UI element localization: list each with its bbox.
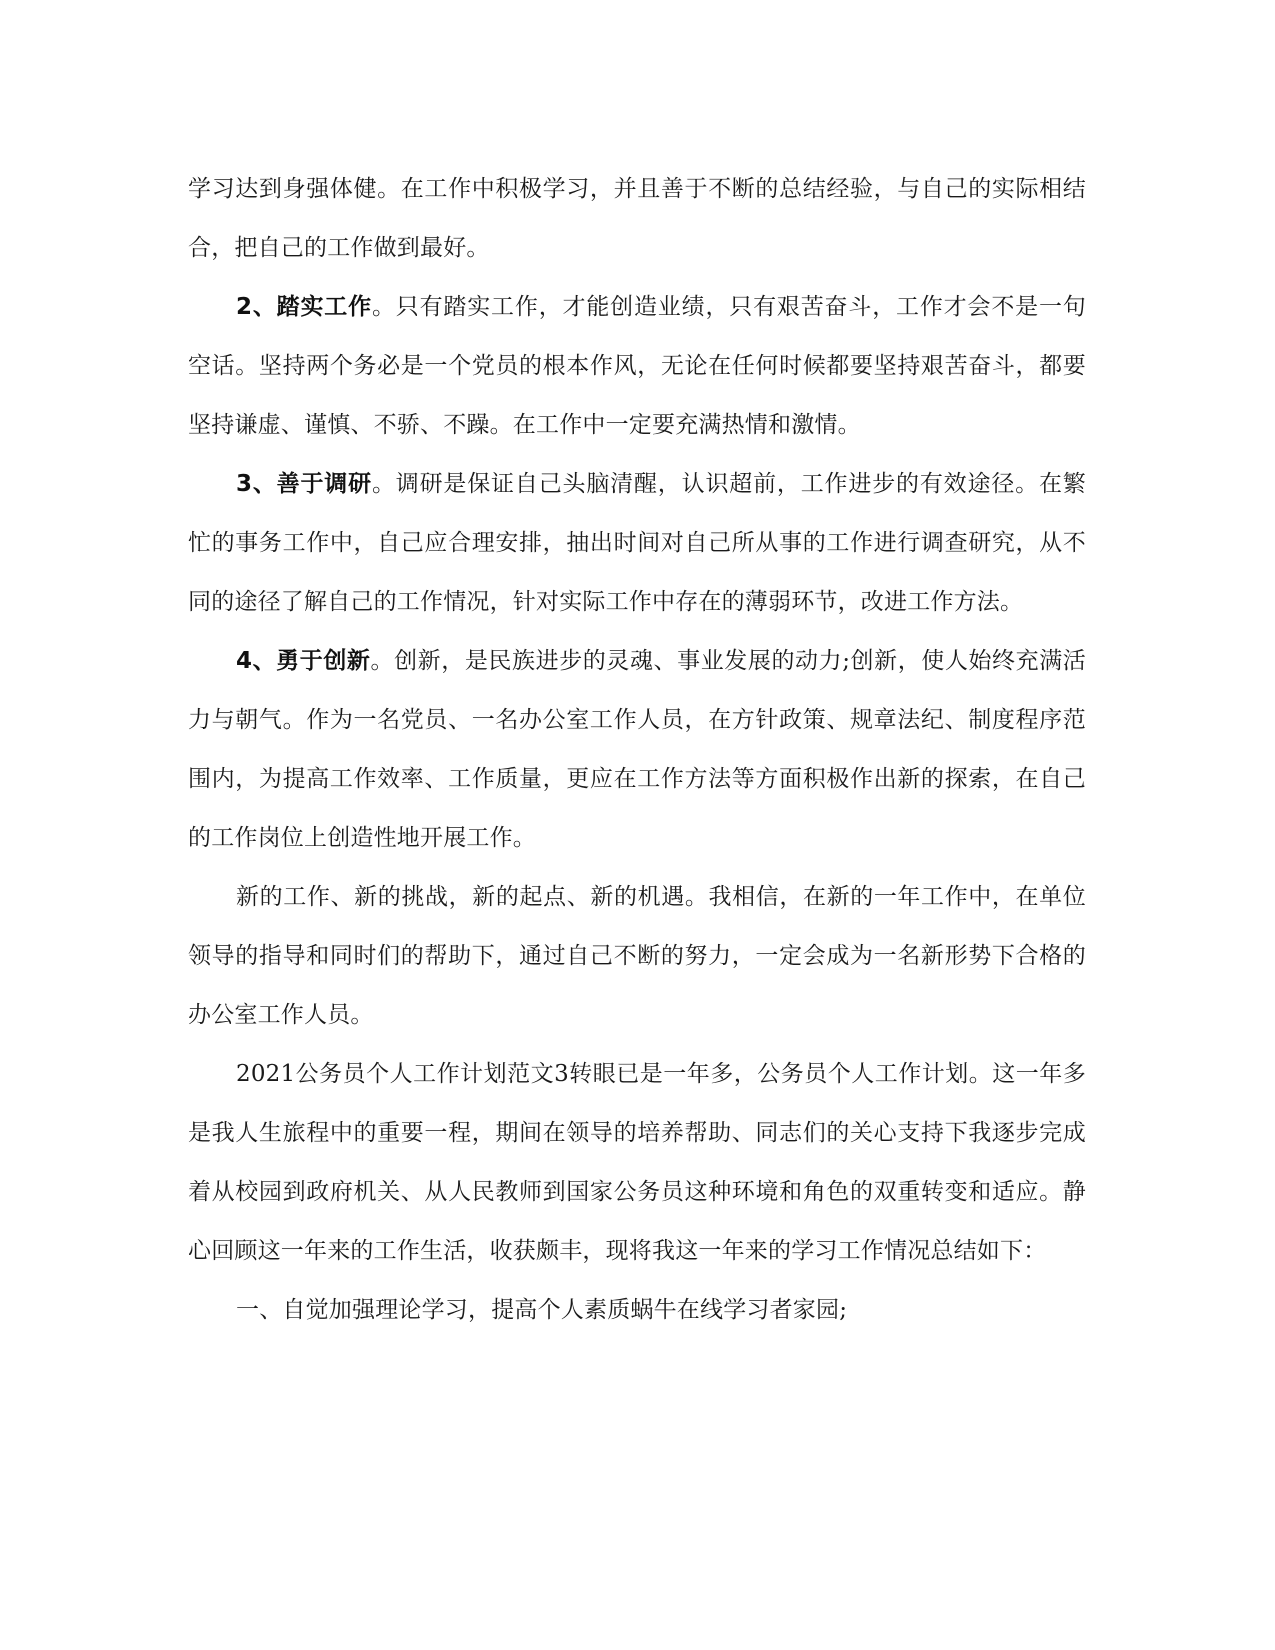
- paragraph-item-3: [188, 455, 1086, 632]
- document-body: [188, 160, 1086, 1340]
- paragraph-section-heading: 一、自觉加强理论学习，提高个人素质蜗牛在线学习者家园;: [236, 1297, 848, 1323]
- paragraph-plan-intro: 2021公务员个人工作计划范文3转眼已是一年多，公务员个人工作计划。这一年多是我人生旅程中的重要一程，期间在领导的培养帮助、同志们的关心支持下我逐步完成着从校园到政府机关、从人民教师到国家公务员这种环境和角色的双重转变和适应。静心回顾这一年来的工作生活，收获颇丰，现将我这一年来的学习工作情况总结如下：: [188, 1061, 1086, 1264]
- paragraph-conclusion: 新的工作、新的挑战，新的起点、新的机遇。我相信，在新的一年工作中，在单位领导的指导和同时们的帮助下，通过自己不断的努力，一定会成为一名新形势下合格的办公室工作人员。: [188, 884, 1086, 1028]
- paragraph-continuation: 学习达到身强体健。在工作中积极学习，并且善于不断的总结经验，与自己的实际相结合，把自己的工作做到最好。: [188, 176, 1086, 261]
- item-heading: 4、勇于创新: [236, 648, 371, 674]
- paragraph-item-2: [188, 278, 1086, 455]
- paragraph-item-4: [188, 632, 1086, 868]
- item-body: 。创新，是民族进步的灵魂、事业发展的动力;创新，使人始终充满活力与朝气。作为一名党员、一名办公室工作人员，在方针政策、规章法纪、制度程序范围内，为提高工作效率、工作质量，更应在工作方法等方面积极作出新的探索，在自己的工作岗位上创造性地开展工作。: [188, 648, 1086, 851]
- item-body: 。调研是保证自己头脑清醒，认识超前，工作进步的有效途径。在繁忙的事务工作中，自己应合理安排，抽出时间对自己所从事的工作进行调查研究，从不同的途径了解自己的工作情况，针对实际工作中存在的薄弱环节，改进工作方法。: [188, 471, 1086, 615]
- item-body: 。只有踏实工作，才能创造业绩，只有艰苦奋斗，工作才会不是一句空话。坚持两个务必是一个党员的根本作风，无论在任何时候都要坚持艰苦奋斗，都要坚持谦虚、谨慎、不骄、不躁。在工作中一定要充满热情和激情。: [188, 294, 1086, 438]
- item-heading: 3、善于调研: [236, 471, 372, 497]
- item-heading: 2、踏实工作: [236, 294, 372, 320]
